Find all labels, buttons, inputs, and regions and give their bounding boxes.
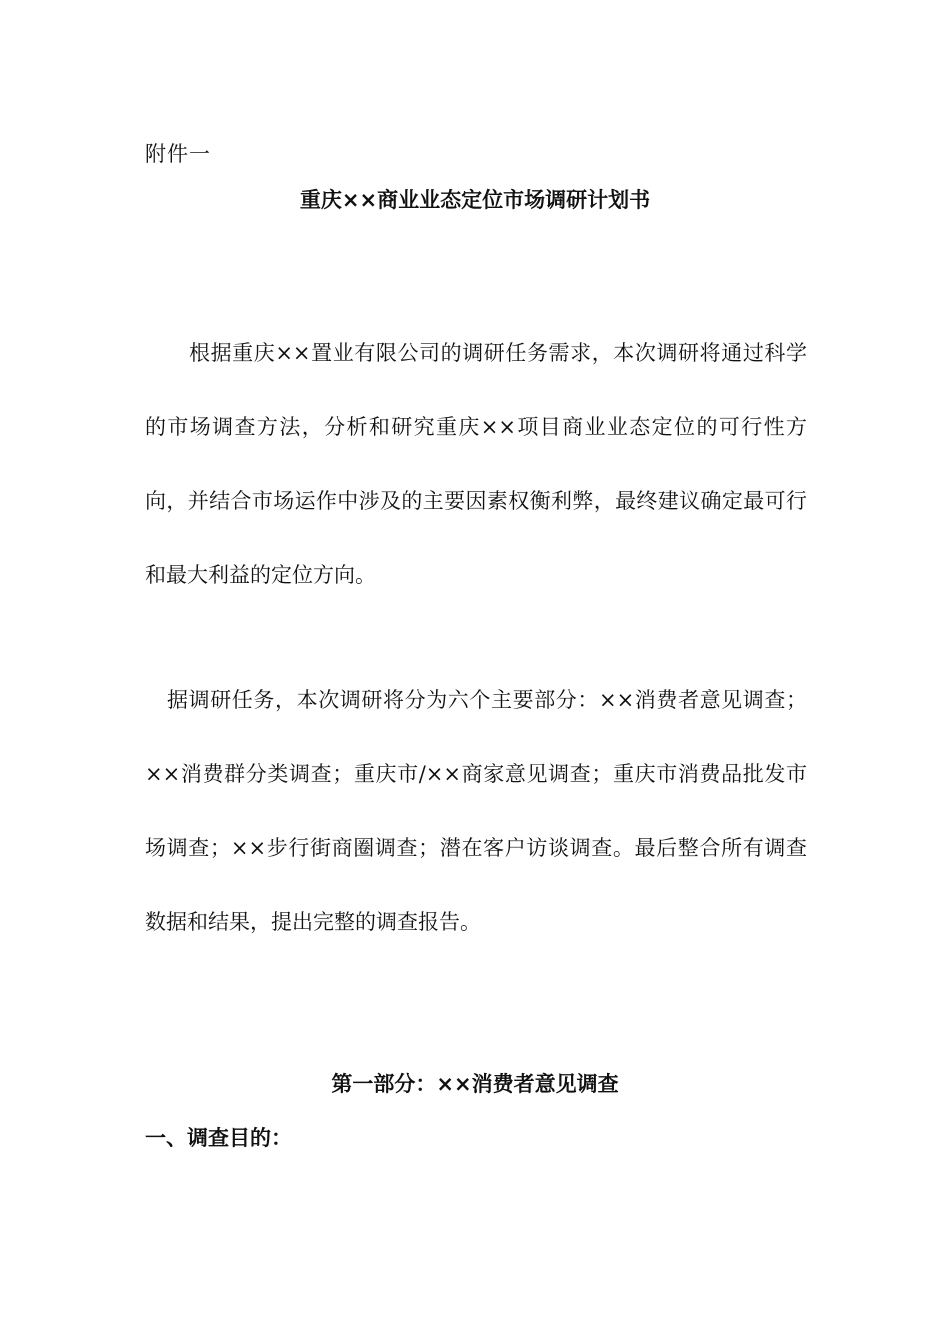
intro-paragraph: 根据重庆××置业有限公司的调研任务需求，本次调研将通过科学的市场调查方法，分析和研究重庆××项目商业业态定位的可行性方向，并结合市场运作中涉及的主要因素权衡利弊，最终建议确定最可行和最大利益的定位方向。 [145,341,807,587]
scope-paragraph: 据调研任务，本次调研将分为六个主要部分：××消费者意见调查；××消费群分类调查；重庆市/××商家意见调查；重庆市消费品批发市场调查；××步行街商圈调查；潜在客户访谈调查。最后整合所有调查数据和结果，提出完整的调查报告。 [145,688,807,934]
section-heading: 第一部分：××消费者意见调查 [331,1072,619,1096]
annex-label: 附件一 [145,142,211,166]
subsection-heading: 一、调查目的： [145,1126,292,1150]
document-title: 重庆××商业业态定位市场调研计划书 [299,188,651,212]
